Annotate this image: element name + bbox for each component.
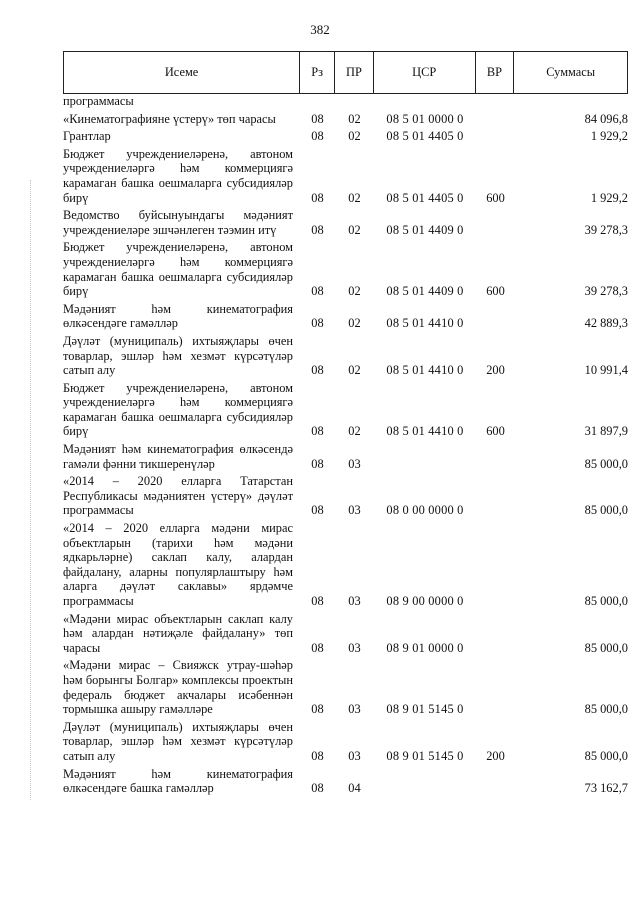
row-vr: 600 [486, 190, 505, 205]
row-pr: 04 [348, 781, 361, 796]
table-row [63, 521, 628, 609]
row-name: «2014 – 2020 елларга Татарстан Республикасы мәдәниятен үстерү» дәүләт программасы [63, 474, 293, 518]
row-csr: 08 5 01 4410 0 [386, 424, 464, 439]
header-name: Исеме [64, 52, 300, 93]
row-rz: 08 [311, 456, 324, 471]
row-name: Дәүләт (муниципаль) ихтыяҗлары өчен товарлар, эшләр һәм хезмәт күрсәтүләр сатып алу [63, 333, 293, 378]
row-sum: 85 000,0 [584, 748, 628, 763]
table-row [63, 302, 628, 331]
row-csr: 08 9 01 5145 0 [386, 702, 464, 717]
row-rz: 08 [311, 363, 324, 378]
row-sum: 31 897,9 [584, 424, 628, 439]
row-pr: 03 [348, 594, 361, 608]
header-csr: ЦСР [374, 52, 476, 93]
header-rz: Рз [300, 52, 335, 93]
header-vr: ВР [476, 52, 515, 93]
table-header [63, 51, 628, 94]
row-sum: 39 278,3 [584, 222, 628, 237]
row-pr: 03 [348, 456, 361, 471]
row-name: Бюджет учреждениеләренә, автоном учреждениеләргә һәм коммерциягә карамаган башка оешмаларга субсидияләр бирү [63, 146, 293, 205]
row-vr: 200 [486, 363, 505, 378]
table-row [63, 720, 628, 764]
table-row [63, 208, 628, 237]
row-pr: 02 [348, 111, 361, 126]
row-pr: 02 [348, 190, 361, 205]
table-row [63, 612, 628, 656]
row-sum: 85 000,0 [584, 640, 628, 655]
row-pr: 02 [348, 222, 361, 237]
row-rz: 08 [311, 222, 324, 237]
row-sum: 39 278,3 [584, 284, 628, 299]
table-row [63, 442, 628, 471]
row-pr: 03 [348, 640, 361, 655]
row-rz: 08 [311, 424, 324, 439]
row-pr: 02 [348, 129, 361, 144]
table-row [63, 474, 628, 518]
row-sum: 1 929,2 [590, 129, 628, 144]
row-csr: 08 9 01 0000 0 [386, 640, 464, 655]
row-csr: 08 9 00 0000 0 [386, 594, 464, 608]
row-csr: 08 5 01 4409 0 [386, 284, 464, 299]
row-sum: 85 000,0 [584, 456, 628, 471]
row-pr: 03 [348, 702, 361, 717]
row-sum: 85 000,0 [584, 594, 628, 608]
table-row [63, 240, 628, 298]
row-pr: 02 [348, 316, 361, 331]
page-number: 382 [310, 22, 330, 37]
row-pr: 02 [348, 424, 361, 439]
row-name: Дәүләт (муниципаль) ихтыяҗлары өчен товарлар, эшләр һәм хезмәт күрсәтүләр сатып алу [63, 719, 293, 763]
row-sum: 85 000,0 [584, 702, 628, 717]
table-row [63, 94, 628, 109]
row-pr: 02 [348, 363, 361, 378]
row-sum: 73 162,7 [584, 781, 628, 796]
row-sum: 1 929,2 [590, 190, 628, 205]
row-rz: 08 [311, 190, 324, 205]
row-name: Мәдәният һәм кинематография өлкәсендәге гамәлләр [63, 301, 293, 331]
row-sum: 42 889,3 [584, 316, 628, 331]
row-name: «Кинематографияне үстерү» төп чарасы [63, 111, 276, 126]
row-rz: 08 [311, 111, 324, 126]
table-row [63, 147, 628, 205]
row-pr: 02 [348, 284, 361, 299]
row-sum: 84 096,8 [584, 111, 628, 126]
table-row [63, 112, 628, 127]
row-name: Мәдәният һәм кинематография өлкәсендә гамәли фәнни тикшеренүләр [63, 442, 293, 471]
row-name: «Мәдәни мирас – Свияжск утрау-шәһәр һәм борынгы Болгар» комплексы проектын федераль бюджет акчалары исәбеннән тормышка ашыру гамәлләре [63, 658, 293, 717]
table-row [63, 129, 628, 144]
row-rz: 08 [311, 748, 324, 763]
table-row [63, 658, 628, 716]
row-name: программасы [63, 94, 134, 108]
row-name: Бюджет учреждениеләренә, автоном учреждениеләргә һәм коммерциягә карамаган башка оешмаларга субсидияләр бирү [63, 240, 293, 299]
row-sum: 10 991,4 [584, 363, 628, 378]
table-row [63, 767, 628, 796]
row-name: Ведомство буйсынуындагы мәдәният учреждениеләре эшчәнлеген тәэмин итү [63, 208, 293, 237]
table-row [63, 334, 628, 378]
row-name: Бюджет учреждениеләренә, автоном учреждениеләргә һәм коммерциягә карамаган башка оешмаларга субсидияләр бирү [63, 380, 293, 439]
row-csr: 08 5 01 4405 0 [386, 190, 464, 205]
row-pr: 03 [348, 748, 361, 763]
row-vr: 600 [486, 284, 505, 299]
row-csr: 08 0 00 0000 0 [386, 503, 464, 518]
row-rz: 08 [311, 129, 324, 144]
row-name: Грантлар [63, 129, 111, 144]
row-vr: 200 [486, 748, 505, 763]
row-pr: 03 [348, 503, 361, 518]
row-csr: 08 5 01 4409 0 [386, 222, 464, 237]
row-name: Мәдәният һәм кинематография өлкәсендәге башка гамәлләр [63, 766, 293, 796]
table-body [63, 94, 628, 799]
row-name: «2014 – 2020 елларга мәдәни мирас объектларын (тарихи һәм мәдәни ядкарьләрне) саклап калу, алардан файдалану, аларны популярлаштыру һәм аларга дәүләт саклавы» ярдәмче программасы [63, 521, 293, 608]
row-rz: 08 [311, 640, 324, 655]
row-csr: 08 9 01 5145 0 [386, 748, 464, 763]
margin-scan-marks [30, 180, 33, 800]
row-rz: 08 [311, 316, 324, 331]
row-name: «Мәдәни мирас объектларын саклап калу һәм алардан нәтиҗәле файдалану» төп чарасы [63, 611, 293, 655]
row-csr: 08 5 01 4405 0 [386, 129, 464, 144]
row-rz: 08 [311, 702, 324, 717]
row-csr: 08 5 01 4410 0 [386, 363, 464, 378]
header-sum: Суммасы [546, 65, 596, 79]
row-rz: 08 [311, 284, 324, 299]
row-csr: 08 5 01 0000 0 [386, 111, 464, 126]
row-vr: 600 [486, 424, 505, 439]
row-rz: 08 [311, 594, 324, 608]
table-row [63, 381, 628, 439]
row-rz: 08 [311, 503, 324, 518]
row-rz: 08 [311, 781, 324, 796]
row-sum: 85 000,0 [584, 503, 628, 518]
header-pr: ПР [335, 52, 374, 93]
row-csr: 08 5 01 4410 0 [386, 316, 464, 331]
